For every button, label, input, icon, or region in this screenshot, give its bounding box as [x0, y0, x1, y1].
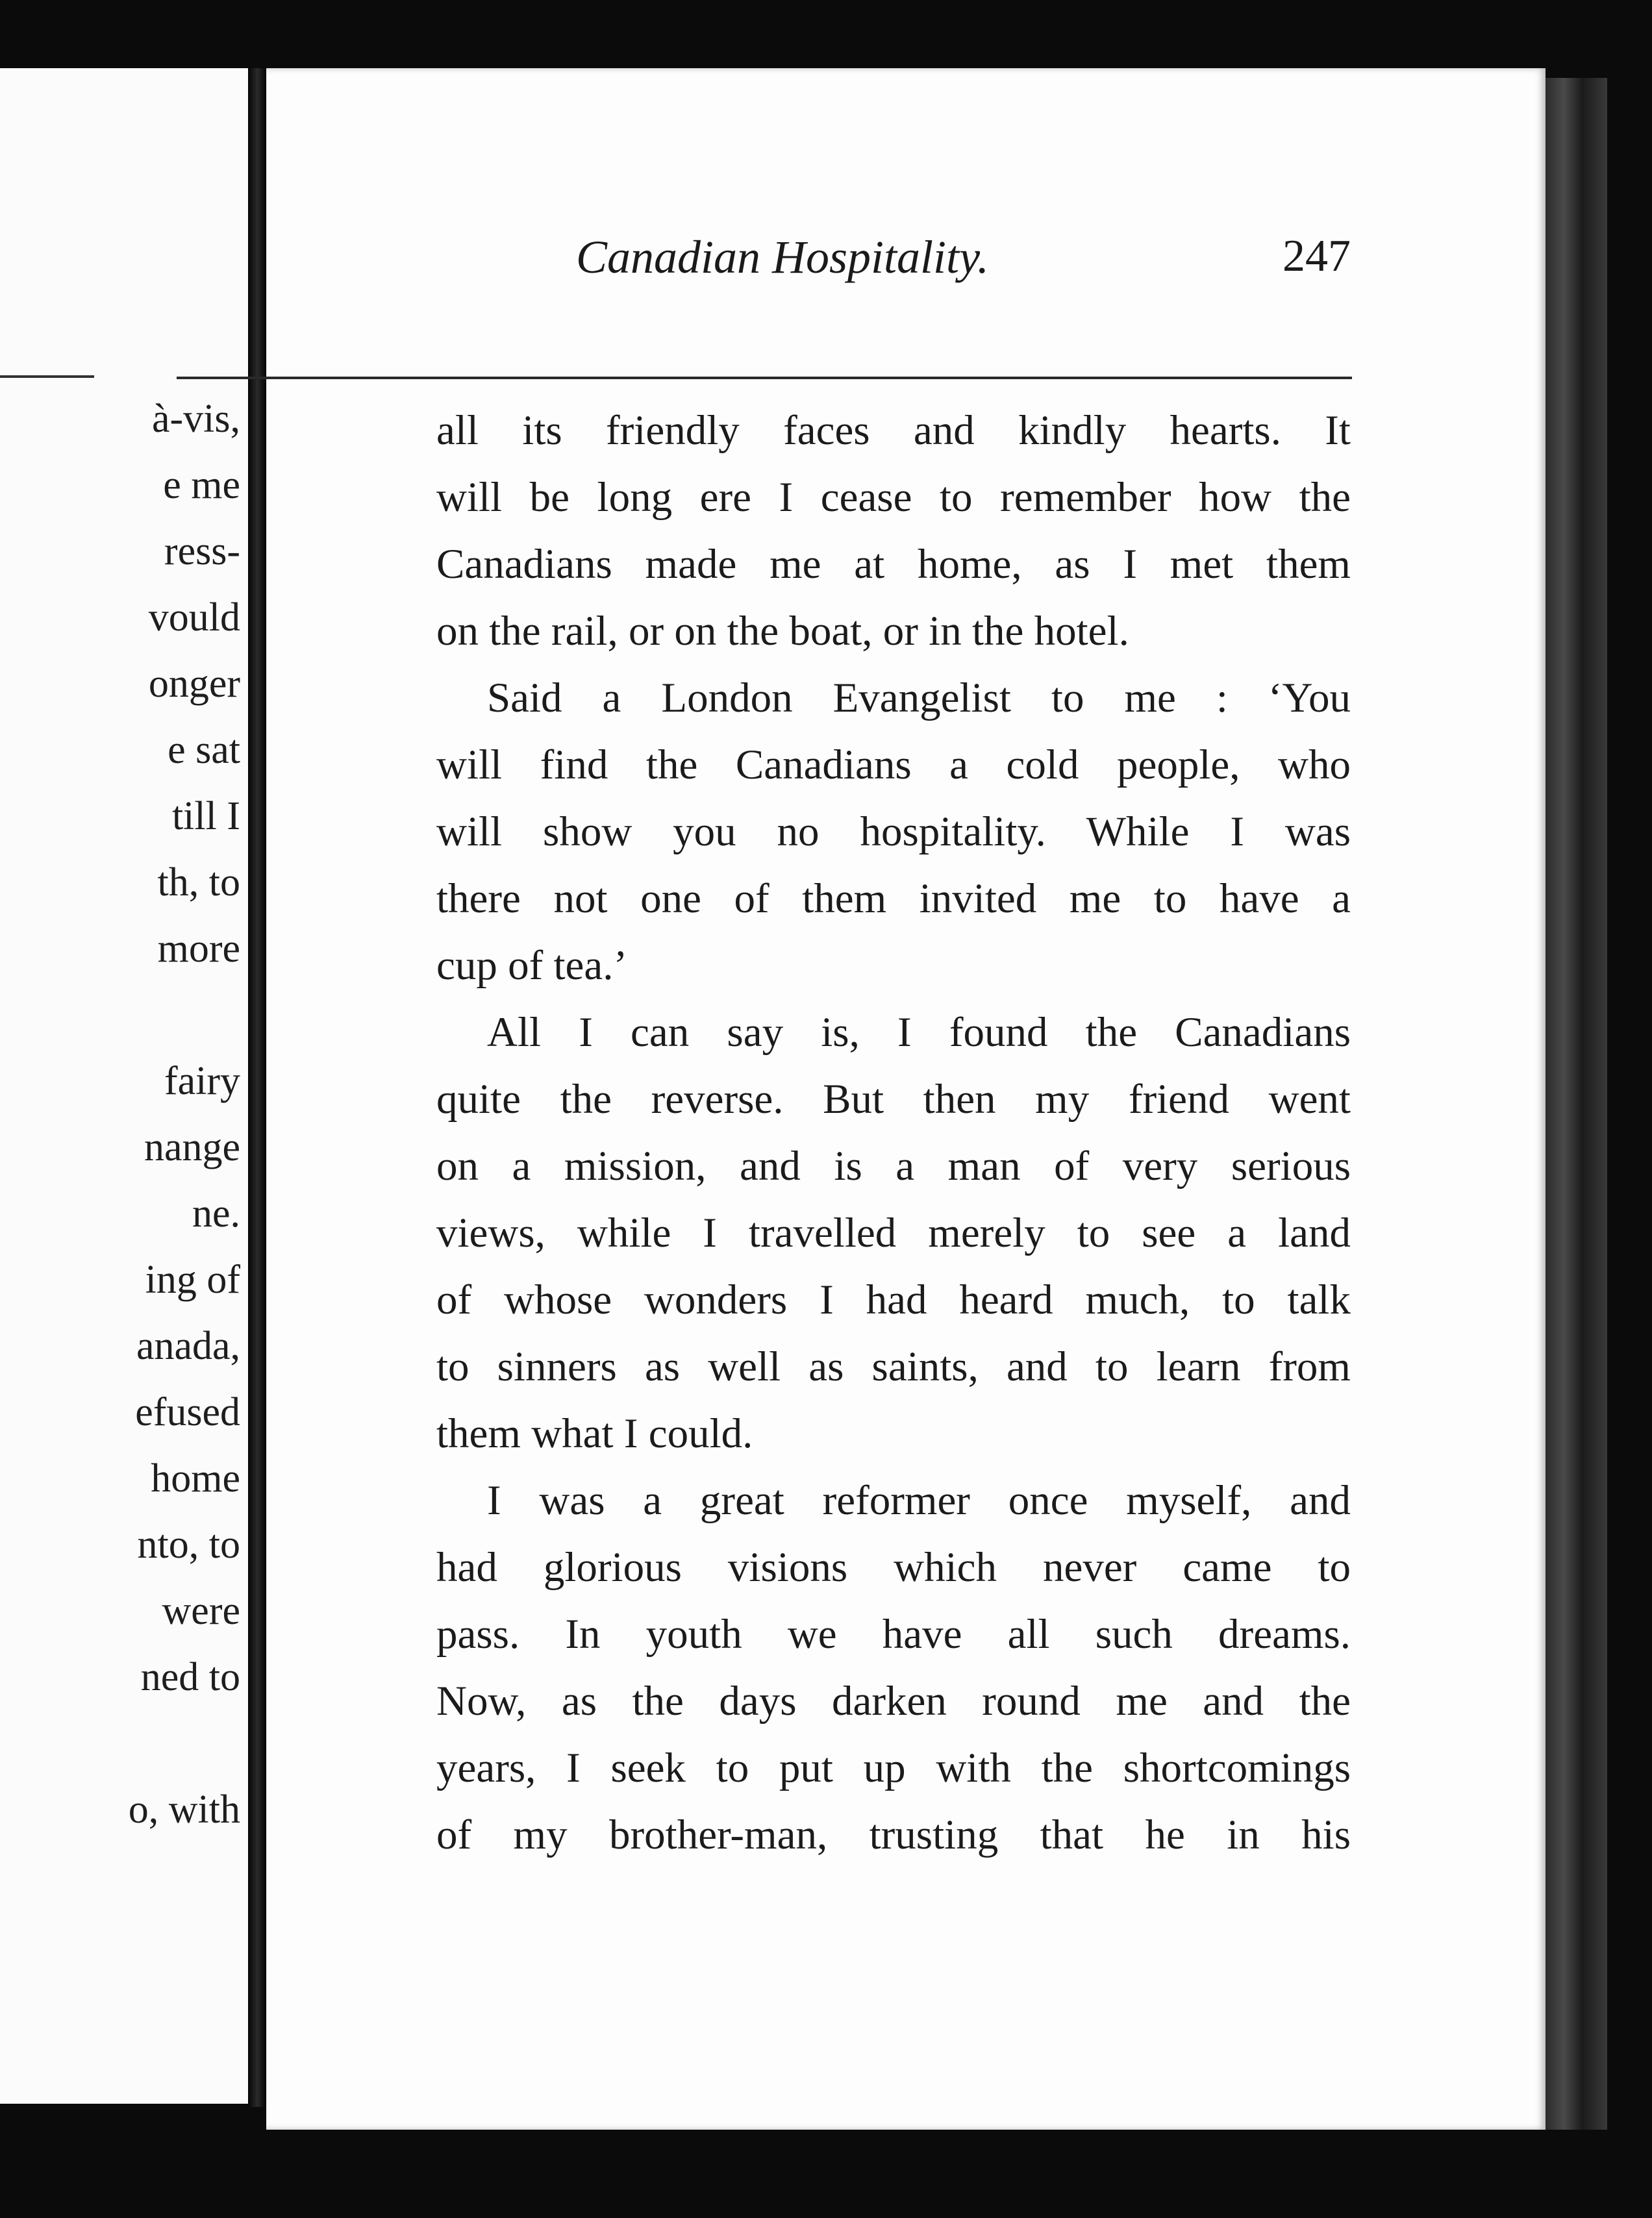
- text-line: of my brother-man, trusting that he in his: [436, 1812, 1351, 1858]
- text-line: Now, as the days darken round me and the: [436, 1678, 1351, 1725]
- text-line: years, I seek to put up with the shortcomings: [436, 1745, 1351, 1791]
- body-text: [436, 397, 1351, 1869]
- left-page-fragment: e me: [163, 463, 240, 507]
- running-head-title: Canadian Hospitality.: [576, 231, 990, 283]
- left-page-fragment: ing of: [145, 1258, 240, 1302]
- text-line: all its friendly faces and kindly hearts. It: [436, 407, 1351, 454]
- left-page-fragment: efused: [135, 1390, 240, 1434]
- text-line: on the rail, or on the boat, or in the hotel.: [436, 608, 1129, 654]
- left-page-fragment: till I: [171, 794, 240, 838]
- left-page-fragment: th, to: [157, 860, 240, 904]
- text-line: there not one of them invited me to have a: [436, 875, 1351, 922]
- text-line: will find the Canadians a cold people, who: [436, 741, 1351, 788]
- left-page-fragment: o, with: [128, 1788, 240, 1832]
- left-page-fragment: ned to: [140, 1655, 240, 1699]
- text-line: cup of tea.’: [436, 942, 628, 989]
- left-page-fragment: vould: [148, 595, 240, 640]
- text-line: will be long ere I cease to remember how the: [436, 474, 1351, 521]
- text-line: them what I could.: [436, 1410, 753, 1457]
- left-page-fragment: onger: [148, 662, 240, 706]
- text-line: Canadians made me at home, as I met them: [436, 541, 1351, 588]
- left-page-fragment: more: [157, 927, 240, 971]
- left-page-fragment: à-vis,: [151, 397, 240, 441]
- left-page-fragment: were: [162, 1589, 240, 1633]
- left-page-fragment: nto, to: [137, 1523, 240, 1567]
- text-line: I was a great reformer once myself, and: [487, 1477, 1351, 1524]
- page-number: 247: [1283, 231, 1351, 281]
- text-line: to sinners as well as saints, and to learn from: [436, 1343, 1351, 1390]
- left-page-fragment: nange: [144, 1125, 240, 1169]
- left-page-fragment: fairy: [164, 1059, 240, 1103]
- text-line: will show you no hospitality. While I was: [436, 808, 1351, 855]
- text-line: of whose wonders I had heard much, to talk: [436, 1277, 1351, 1323]
- text-line: pass. In youth we have all such dreams.: [436, 1611, 1351, 1658]
- text-line: had glorious visions which never came to: [436, 1544, 1351, 1591]
- text-line: views, while I travelled merely to see a land: [436, 1210, 1351, 1256]
- left-page-fragment: ne.: [192, 1191, 240, 1236]
- text-line: quite the reverse. But then my friend went: [436, 1076, 1351, 1123]
- book-page-edges: [1546, 78, 1607, 2130]
- left-page-fragment: e sat: [168, 728, 240, 772]
- left-page-fragment: ress-: [164, 529, 240, 573]
- text-line: All I can say is, I found the Canadians: [487, 1009, 1351, 1056]
- left-page-fragment: anada,: [136, 1324, 240, 1368]
- text-line: Said a London Evangelist to me : ‘You: [487, 675, 1351, 721]
- book-gutter: [248, 68, 266, 2107]
- header-rule: [177, 377, 1352, 379]
- left-page-fragment: home: [151, 1456, 240, 1501]
- left-header-rule: [0, 375, 94, 378]
- running-head: [177, 231, 1351, 302]
- left-page: [0, 68, 253, 2104]
- text-line: on a mission, and is a man of very serious: [436, 1143, 1351, 1190]
